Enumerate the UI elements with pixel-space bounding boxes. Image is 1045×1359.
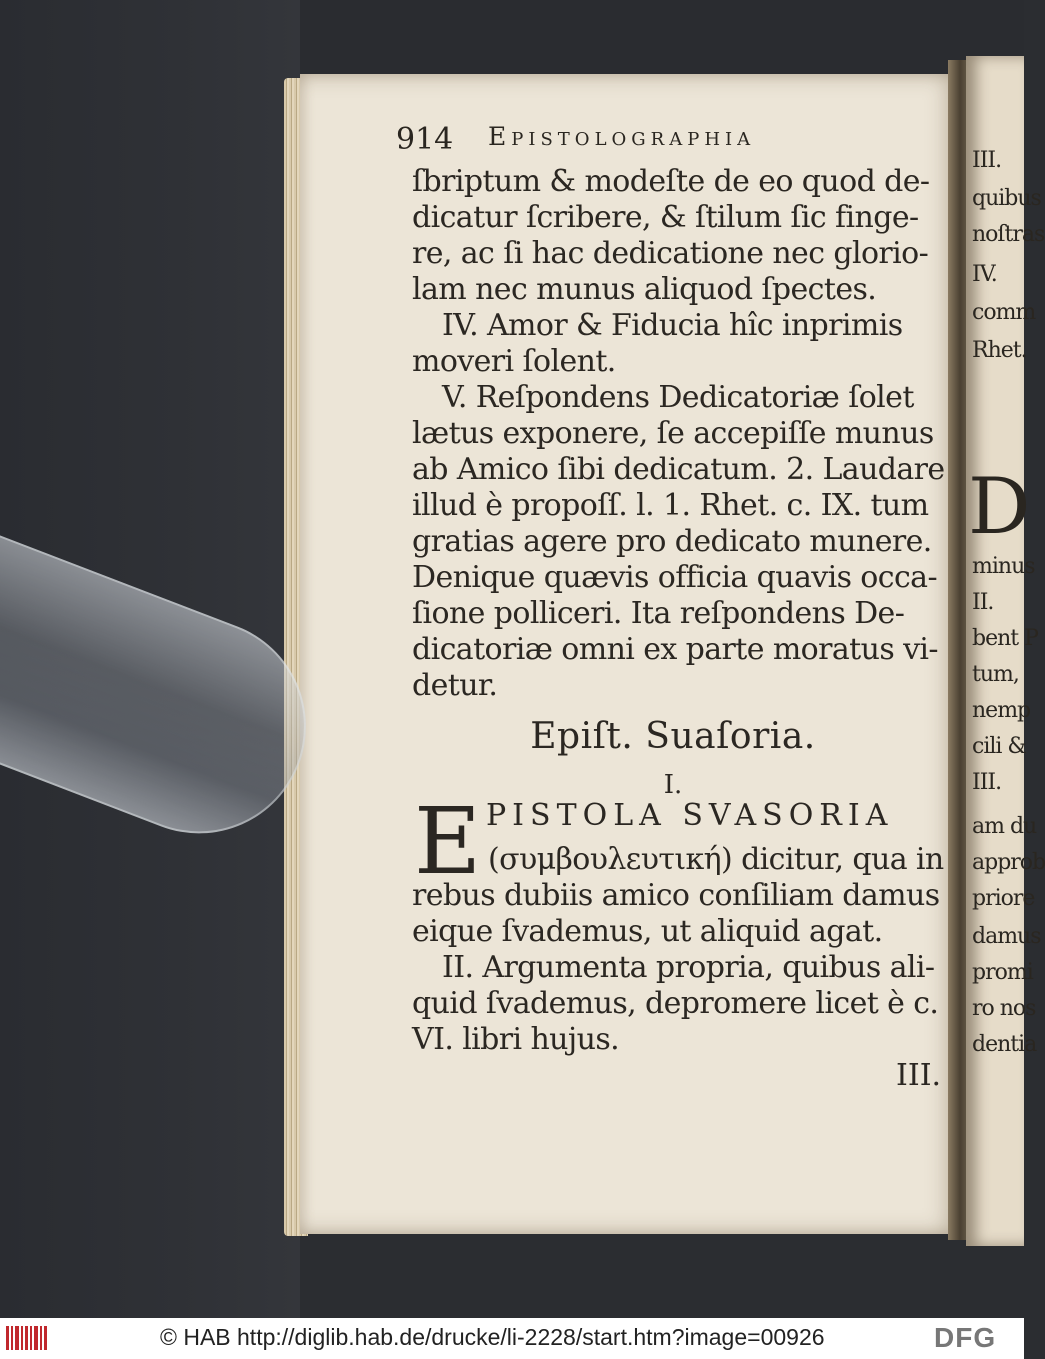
text-line: IV. Amor & Fiducia hîc inprimis: [442, 308, 903, 343]
facing-line: ro nos: [972, 996, 1036, 1021]
facing-line: Rhet.: [972, 338, 1027, 363]
text-line: (συμβουλευτική) dicitur, qua in: [488, 842, 944, 877]
facing-drop-cap: D: [968, 462, 1031, 552]
running-head: [396, 118, 836, 158]
facing-line: minus: [972, 554, 1035, 579]
footer-bar: [0, 1318, 1024, 1359]
dfg-logo: DFG: [934, 1322, 997, 1353]
text-line: quid ſvademus, depromere licet è c.: [412, 986, 939, 1021]
facing-line: III.: [972, 148, 1002, 173]
page-number: 914: [396, 122, 454, 157]
facing-line: damus: [972, 924, 1041, 949]
facing-line: II.: [972, 590, 994, 615]
section-title: Epiſt. Suaſoria.: [530, 716, 816, 757]
facing-line: quibus: [972, 186, 1041, 211]
text-line: ab Amico ſibi dedicatum. 2. Laudare: [412, 452, 945, 487]
text-line: lætus exponere, ſe accepiſſe munus: [412, 416, 934, 451]
copyright-link[interactable]: © HAB http://diglib.hab.de/drucke/li-2228/start.htm?image=00926: [160, 1324, 825, 1350]
barcode-icon: [6, 1324, 48, 1352]
facing-page: [966, 56, 1045, 1246]
text-line: lam nec munus aliquod ſpectes.: [412, 272, 877, 307]
facing-line: comm: [972, 300, 1036, 325]
facing-line: approb: [972, 850, 1045, 875]
facing-line: bent P: [972, 626, 1038, 651]
text-line: illud è propoſſ. l. 1. Rhet. c. IX. tum: [412, 488, 929, 523]
text-line: ſbriptum & modeſte de eo quod de-: [412, 164, 930, 199]
text-line: VI. libri hujus.: [412, 1022, 620, 1057]
text-line: rebus dubiis amico conſiliam damus: [412, 878, 940, 913]
facing-line: IV.: [972, 262, 997, 287]
facing-line: nemp: [972, 698, 1031, 723]
facing-line: III.: [972, 770, 1002, 795]
facing-line: noſtras: [972, 222, 1045, 247]
text-line: dicatur ſcribere, & ſtilum ſic finge-: [412, 200, 919, 235]
text-line: re, ac ſi hac dedicatione nec glorio-: [412, 236, 929, 271]
drop-cap: E: [414, 788, 482, 895]
sub-heading: PISTOLA SVASORIA: [486, 798, 894, 833]
text-line: moveri ſolent.: [412, 344, 616, 379]
facing-line: am du: [972, 814, 1037, 839]
text-line: V. Reſpondens Dedicatoriæ ſolet: [442, 380, 914, 415]
facing-line: priore: [972, 886, 1035, 911]
text-line: eique ſvademus, ut aliquid agat.: [412, 914, 883, 949]
text-line: II. Argumenta propria, quibus ali-: [442, 950, 935, 985]
text-line: detur.: [412, 668, 498, 703]
text-line: ſione polliceri. Ita reſpondens De-: [412, 596, 905, 631]
text-line: dicatoriæ omni ex parte moratus vi-: [412, 632, 938, 667]
text-line: gratias agere pro dedicato munere.: [412, 524, 932, 559]
facing-line: cili &: [972, 734, 1027, 759]
running-title: Epistolographia: [488, 122, 756, 151]
text-line: Denique quævis officia quavis occa-: [412, 560, 937, 595]
facing-line: tum,: [972, 662, 1019, 687]
facing-line: dentia: [972, 1032, 1037, 1057]
facing-line: promi: [972, 960, 1033, 985]
section-number: I.: [663, 770, 683, 800]
catchword: III.: [896, 1058, 942, 1093]
